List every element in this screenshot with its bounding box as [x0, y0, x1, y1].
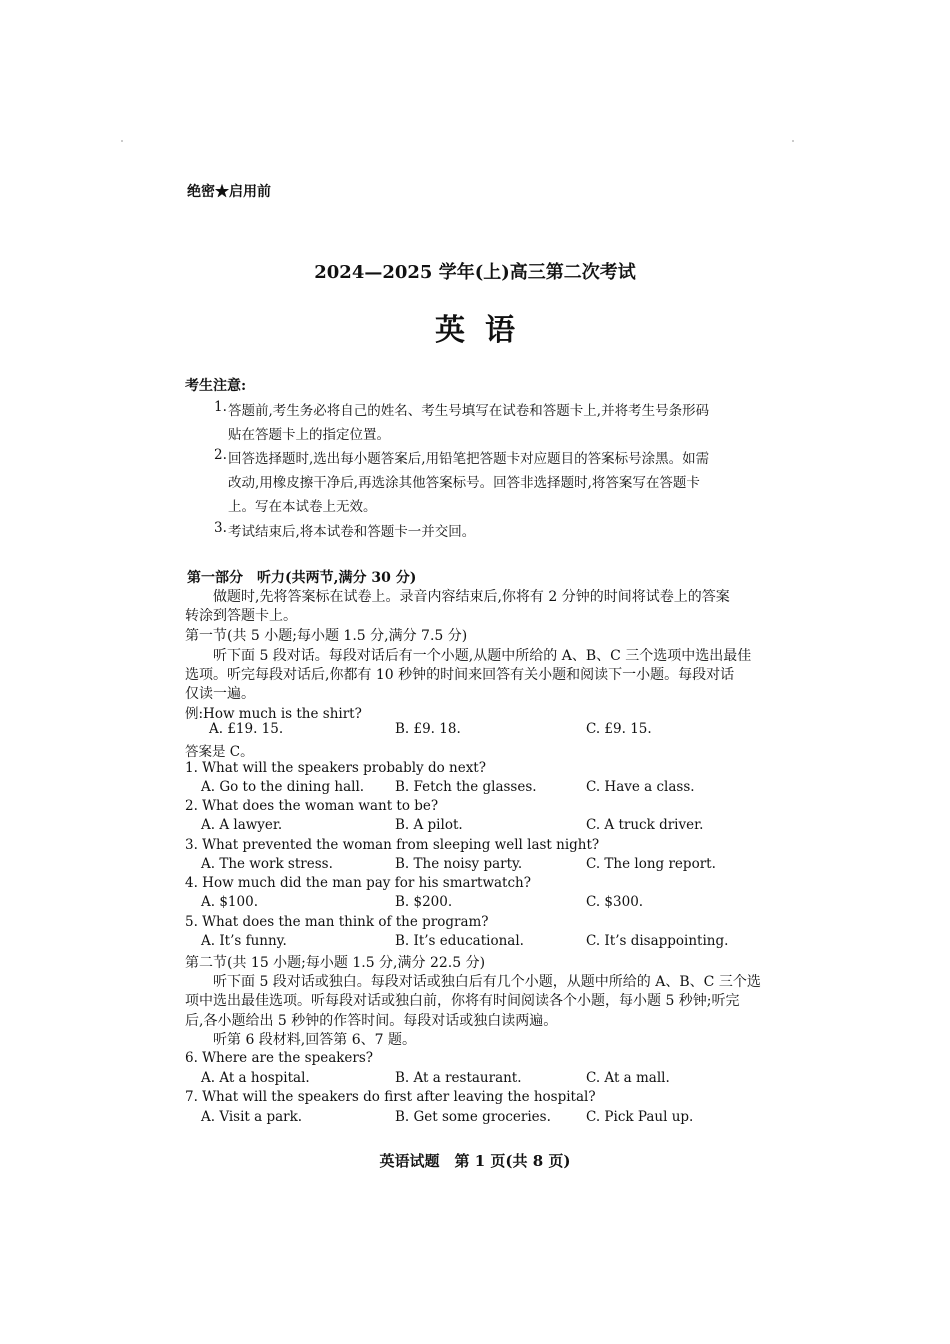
- question-3-option-c: C. The long report.: [586, 856, 716, 872]
- section1-heading: 第一节(共 5 小题;每小题 1.5 分,满分 7.5 分): [185, 628, 468, 644]
- scan-speck: [121, 140, 123, 142]
- question-7-option-b: B. Get some groceries.: [395, 1109, 551, 1125]
- question-4: 4. How much did the man pay for his smartwatch?: [185, 875, 531, 891]
- question-3-option-b: B. The noisy party.: [395, 856, 523, 872]
- question-6: 6. Where are the speakers?: [185, 1050, 374, 1066]
- question-4-option-c: C. $300.: [586, 894, 644, 910]
- question-6-option-c: C. At a mall.: [586, 1070, 670, 1086]
- part1-intro-line: 转涂到答题卡上。: [185, 608, 297, 624]
- notice-heading: 考生注意:: [185, 378, 247, 394]
- notice-number: 3.: [214, 520, 227, 536]
- section1-instruction-line: 仅读一遍。: [185, 686, 255, 702]
- question-5-option-b: B. It’s educational.: [395, 933, 524, 949]
- notice-number: 2.: [214, 447, 227, 463]
- question-2: 2. What does the woman want to be?: [185, 798, 439, 814]
- confidential-label: 绝密★启用前: [187, 184, 271, 200]
- example-question: 例:How much is the shirt?: [185, 706, 362, 722]
- question-6-option-a: A. At a hospital.: [201, 1070, 310, 1086]
- question-7: 7. What will the speakers do first after leaving the hospital?: [185, 1089, 596, 1105]
- question-2-option-c: C. A truck driver.: [586, 817, 704, 833]
- question-6-option-b: B. At a restaurant.: [395, 1070, 522, 1086]
- question-4-option-a: A. $100.: [201, 894, 258, 910]
- part1-intro-line: 做题时,先将答案标在试卷上。录音内容结束后,你将有 2 分钟的时间将试卷上的答案: [213, 589, 730, 605]
- question-1-option-c: C. Have a class.: [586, 779, 695, 795]
- question-5-option-a: A. It’s funny.: [201, 933, 287, 949]
- example-option-a: A. £19. 15.: [209, 721, 284, 737]
- notice-line: 答题前,考生务必将自己的姓名、考生号填写在试卷和答题卡上,并将考生号条形码: [228, 403, 710, 419]
- question-3: 3. What prevented the woman from sleeping well last night?: [185, 837, 600, 853]
- section2-instruction-line: 后,各小题给出 5 秒钟的作答时间。每段对话或独白读两遍。: [185, 1013, 558, 1029]
- notice-line: 上。写在本试卷上无效。: [228, 499, 377, 515]
- question-1-option-a: A. Go to the dining hall.: [201, 779, 365, 795]
- material-instruction: 听第 6 段材料,回答第 6、7 题。: [213, 1032, 416, 1048]
- section2-instruction-line: 项中选出最佳选项。听每段对话或独白前，你将有时间阅读各个小题，每小题 5 秒钟;听完: [185, 993, 740, 1009]
- notice-number: 1.: [214, 399, 227, 415]
- section2-heading: 第二节(共 15 小题;每小题 1.5 分,满分 22.5 分): [185, 955, 486, 971]
- notice-line: 考试结束后,将本试卷和答题卡一并交回。: [228, 524, 476, 540]
- question-3-option-a: A. The work stress.: [201, 856, 333, 872]
- subject-title: 英语: [435, 313, 535, 348]
- question-2-option-b: B. A pilot.: [395, 817, 463, 833]
- example-option-b: B. £9. 18.: [395, 721, 461, 737]
- question-1: 1. What will the speakers probably do next?: [185, 760, 486, 776]
- example-option-c: C. £9. 15.: [586, 721, 652, 737]
- page-footer: 英语试题 第 1 页(共 8 页): [379, 1152, 571, 1170]
- part1-heading: 第一部分 听力(共两节,满分 30 分): [187, 570, 417, 586]
- question-7-option-c: C. Pick Paul up.: [586, 1109, 694, 1125]
- question-4-option-b: B. $200.: [395, 894, 453, 910]
- question-2-option-a: A. A lawyer.: [201, 817, 283, 833]
- notice-line: 贴在答题卡上的指定位置。: [228, 427, 390, 443]
- example-answer: 答案是 C。: [185, 744, 254, 760]
- question-5: 5. What does the man think of the program?: [185, 914, 489, 930]
- question-5-option-c: C. It’s disappointing.: [586, 933, 729, 949]
- section2-instruction-line: 听下面 5 段对话或独白。每段对话或独白后有几个小题，从题中所给的 A、B、C 三个选: [213, 974, 761, 990]
- section1-instruction-line: 听下面 5 段对话。每段对话后有一个小题,从题中所给的 A、B、C 三个选项中选出最佳: [213, 648, 752, 664]
- question-1-option-b: B. Fetch the glasses.: [395, 779, 537, 795]
- scan-speck: [792, 140, 794, 142]
- section1-instruction-line: 选项。听完每段对话后,你都有 10 秒钟的时间来回答有关小题和阅读下一小题。每段对话: [185, 667, 735, 683]
- notice-line: 改动,用橡皮擦干净后,再选涂其他答案标号。回答非选择题时,将答案写在答题卡: [228, 475, 700, 491]
- notice-line: 回答选择题时,选出每小题答案后,用铅笔把答题卡对应题目的答案标号涂黑。如需: [228, 451, 710, 467]
- exam-title: 2024—2025 学年(上)高三第二次考试: [314, 262, 636, 283]
- question-7-option-a: A. Visit a park.: [201, 1109, 303, 1125]
